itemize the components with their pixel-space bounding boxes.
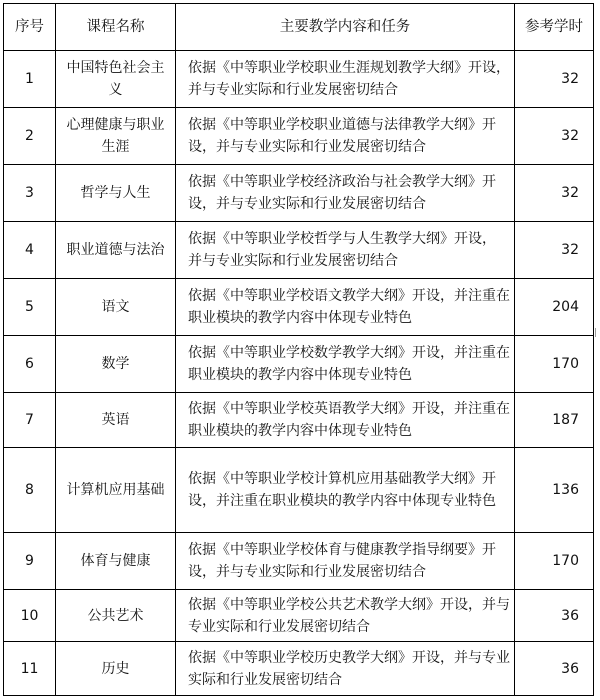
course-content: 依据《中等职业学校职业生涯规划教学大纲》开设， 并与专业实际和行业发展密切结合: [176, 51, 515, 108]
table-row: [4, 279, 594, 336]
row-number: 10: [4, 590, 56, 642]
course-name: 心理健康与职业生涯: [56, 108, 176, 165]
course-name: 英语: [56, 393, 176, 448]
table-row: [4, 533, 594, 590]
course-table: [3, 3, 594, 696]
table-header-row: [4, 4, 594, 51]
course-hours: 204: [515, 279, 594, 336]
course-content: 依据《中等职业学校历史教学大纲》开设，并与专业实际和行业发展密切结合: [176, 642, 515, 696]
table-row: [4, 393, 594, 448]
table-row: [4, 642, 594, 696]
row-number: 3: [4, 165, 56, 222]
course-content: 依据《中等职业学校职业道德与法律教学大纲》开设，并与专业实际和行业发展密切结合: [176, 108, 515, 165]
course-name: 数学: [56, 336, 176, 393]
header-course-name: 课程名称: [56, 4, 176, 51]
course-name: 职业道德与法治: [56, 222, 176, 279]
row-number: 1: [4, 51, 56, 108]
table-row: [4, 165, 594, 222]
row-number: 6: [4, 336, 56, 393]
course-hours: 187: [515, 393, 594, 448]
course-content: 依据《中等职业学校体育与健康教学指导纲要》开设，并与专业实际和行业发展密切结合: [176, 533, 515, 590]
course-hours: 32: [515, 222, 594, 279]
header-hours: 参考学时: [515, 4, 594, 51]
course-hours: 32: [515, 165, 594, 222]
row-number: 9: [4, 533, 56, 590]
course-content: 依据《中等职业学校语文教学大纲》开设，并注重在职业模块的教学内容中体现专业特色: [176, 279, 515, 336]
course-hours: 136: [515, 448, 594, 533]
course-hours: 32: [515, 108, 594, 165]
row-number: 7: [4, 393, 56, 448]
course-name: 语文: [56, 279, 176, 336]
row-number: 11: [4, 642, 56, 696]
margin-tick: [595, 328, 596, 337]
course-content: 依据《中等职业学校经济政治与社会教学大纲》开设，并与专业实际和行业发展密切结合: [176, 165, 515, 222]
header-no: 序号: [4, 4, 56, 51]
course-name: 历史: [56, 642, 176, 696]
course-name: 哲学与人生: [56, 165, 176, 222]
course-hours: 170: [515, 336, 594, 393]
course-name: 公共艺术: [56, 590, 176, 642]
course-content: 依据《中等职业学校数学教学大纲》开设，并注重在职业模块的教学内容中体现专业特色: [176, 336, 515, 393]
table-row: [4, 448, 594, 533]
row-number: 8: [4, 448, 56, 533]
row-number: 2: [4, 108, 56, 165]
table-row: [4, 222, 594, 279]
row-number: 4: [4, 222, 56, 279]
course-hours: 36: [515, 590, 594, 642]
table-row: [4, 336, 594, 393]
course-hours: 32: [515, 51, 594, 108]
header-content: 主要教学内容和任务: [176, 4, 515, 51]
course-content: 依据《中等职业学校哲学与人生教学大纲》开设， 并与专业实际和行业发展密切结合: [176, 222, 515, 279]
course-name: 体育与健康: [56, 533, 176, 590]
course-content: 依据《中等职业学校英语教学大纲》开设，并注重在职业模块的教学内容中体现专业特色: [176, 393, 515, 448]
course-hours: 36: [515, 642, 594, 696]
course-name: 中国特色社会主义: [56, 51, 176, 108]
row-number: 5: [4, 279, 56, 336]
table-row: [4, 108, 594, 165]
course-name: 计算机应用基础: [56, 448, 176, 533]
table-row: [4, 590, 594, 642]
table-row: [4, 51, 594, 108]
course-content: 依据《中等职业学校公共艺术教学大纲》开设，并与专业实际和行业发展密切结合: [176, 590, 515, 642]
course-hours: 170: [515, 533, 594, 590]
course-content: 依据《中等职业学校计算机应用基础教学大纲》开设，并注重在职业模块的教学内容中体现专业特色: [176, 448, 515, 533]
